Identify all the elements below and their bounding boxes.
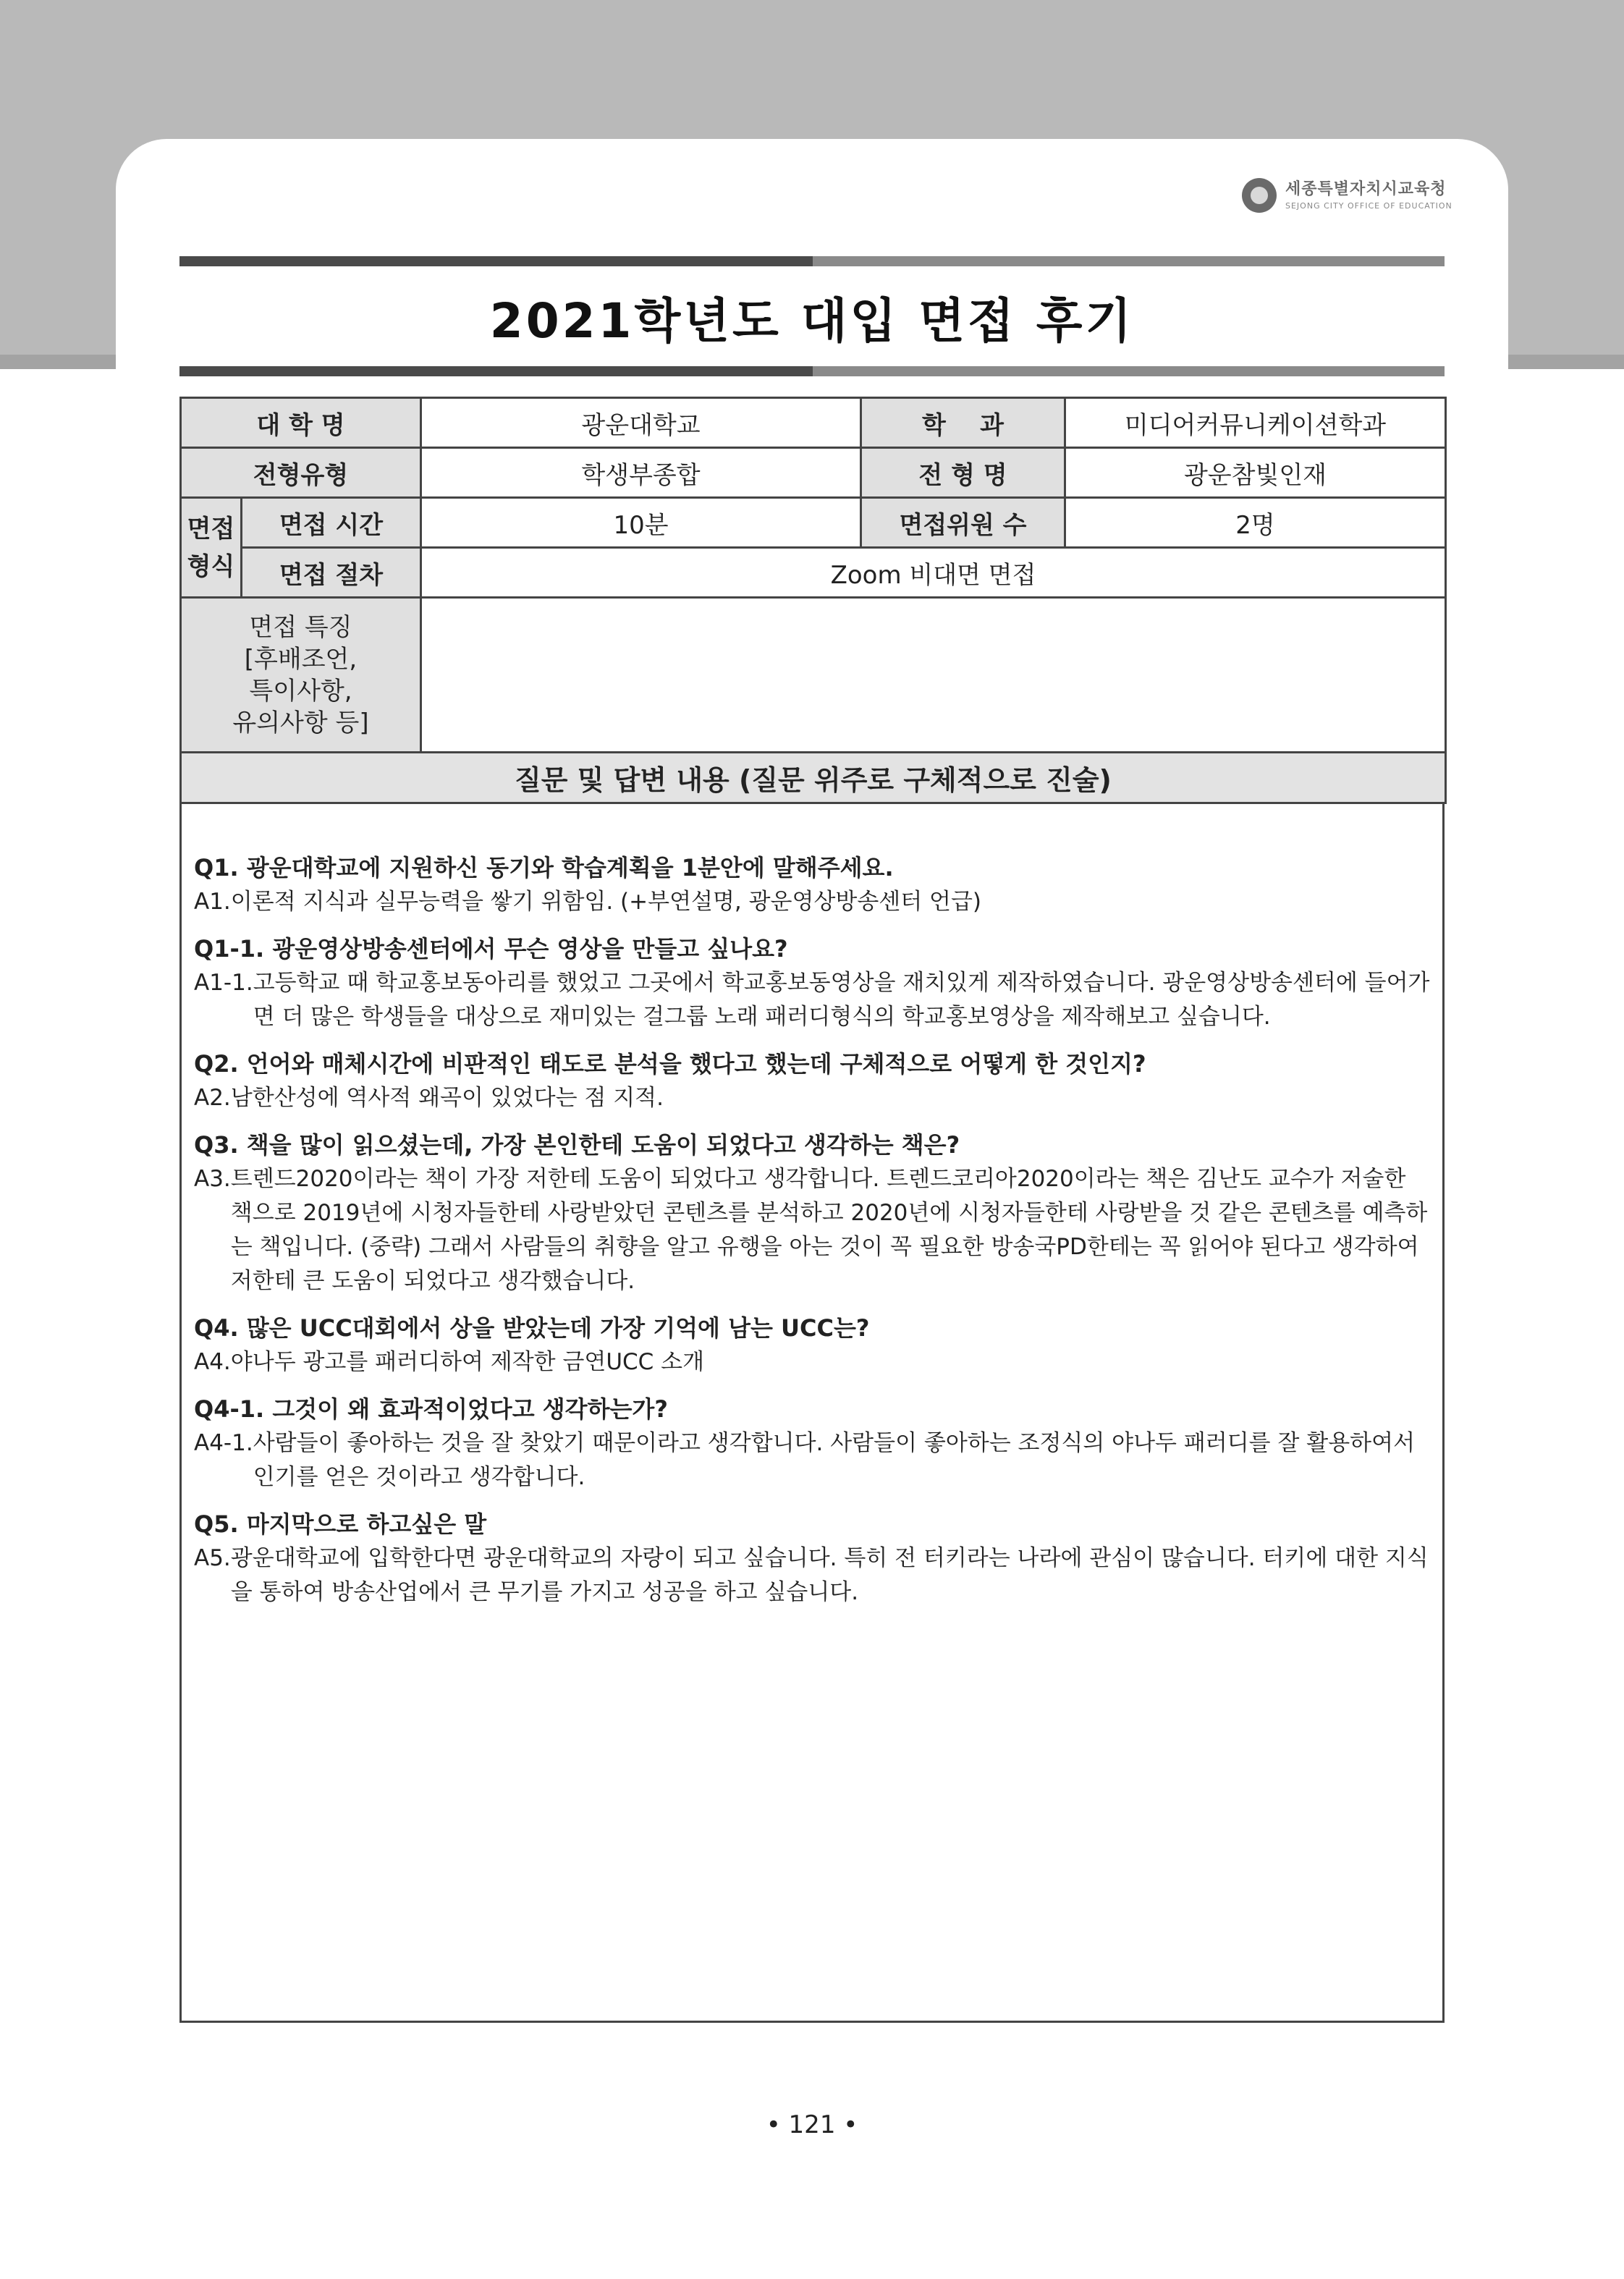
university-label: 대 학 명 — [181, 398, 421, 448]
answer-4 — [194, 1345, 1433, 1379]
time-value: 10분 — [421, 498, 861, 548]
logo-subtitle: SEJONG CITY OFFICE OF EDUCATION — [1285, 201, 1452, 211]
answer-text: 트렌드2020이라는 책이 가장 저한테 도움이 되었다고 생각합니다. 트렌드코리아2020이라는 책은 김난도 교수가 저술한 책으로 2019년에 시청자들한테 사랑받았던 콘텐츠를 분석하고 2020년에 시청자들한테 사랑받을 것 같은 콘텐츠를 예측하는 책입니다. (중략) 그래서 사람들의 취향을 알고 유행을 아는 것이 꼭 필요한 방송국PD한테는 꼭 읽어야 된다고 생각하여 저한테 큰 도움이 되었다고 생각했습니다. — [230, 1166, 1428, 1294]
features-label: 면접 특징 [후배조언, 특이사항, 유의사항 등] — [181, 598, 421, 753]
page-title: 2021학년도 대입 면접 후기 — [489, 293, 1135, 349]
answer-tag: A3. — [194, 1166, 231, 1192]
procedure-value: Zoom 비대면 면접 — [421, 548, 1446, 598]
logo-name: 세종특별자치시교육청 — [1285, 180, 1447, 198]
question-1-1: Q1-1. 광운영상방송센터에서 무슨 영상을 만들고 싶나요? — [194, 935, 788, 963]
emblem-icon — [1242, 178, 1277, 213]
qa-list — [194, 851, 1433, 1610]
interviewers-value: 2명 — [1065, 498, 1446, 548]
dept-label: 학 과 — [861, 398, 1065, 448]
admission-value: 광운참빛인재 — [1065, 448, 1446, 498]
question-1: Q1. 광운대학교에 지원하신 동기와 학습계획을 1분안에 말해주세요. — [194, 854, 894, 881]
question-2: Q2. 언어와 매체시간에 비판적인 태도로 분석을 했다고 했는데 구체적으로 어떻게 한 것인지? — [194, 1050, 1146, 1078]
time-label: 면접 시간 — [242, 498, 421, 548]
interviewers-label: 면접위원 수 — [861, 498, 1065, 548]
title-rule-top — [179, 256, 1445, 266]
answer-5 — [194, 1542, 1433, 1610]
answer-text: 이론적 지식과 실무능력을 쌓기 위함임. (+부연설명, 광운영상방송센터 언급) — [230, 889, 982, 915]
answer-text: 남한산성에 역사적 왜곡이 있었다는 점 지적. — [230, 1085, 664, 1111]
qa-section-header: 질문 및 답변 내용 (질문 위주로 구체적으로 진술) — [181, 753, 1446, 803]
procedure-label: 면접 절차 — [242, 548, 421, 598]
university-value: 광운대학교 — [421, 398, 861, 448]
answer-text: 고등학교 때 학교홍보동아리를 했었고 그곳에서 학교홍보동영상을 재치있게 제작하였습니다. 광운영상방송센터에 들어가면 더 많은 학생들을 대상으로 재미있는 걸그룹 노래 패러디형식의 학교홍보영상을 제작해보고 싶습니다. — [253, 970, 1430, 1030]
answer-3 — [194, 1162, 1433, 1298]
type-label: 전형유형 — [181, 448, 421, 498]
interview-info-table — [179, 397, 1447, 804]
question-3: Q3. 책을 많이 읽으셨는데, 가장 본인한테 도움이 되었다고 생각하는 책은? — [194, 1131, 960, 1159]
type-value: 학생부종합 — [421, 448, 861, 498]
answer-1-1 — [194, 966, 1433, 1034]
answer-tag: A2. — [194, 1085, 231, 1111]
answer-text: 야나두 광고를 패러디하여 제작한 금연UCC 소개 — [230, 1349, 705, 1375]
question-5: Q5. 마지막으로 하고싶은 말 — [194, 1510, 487, 1538]
answer-text: 사람들이 좋아하는 것을 잘 찾았기 때문이라고 생각합니다. 사람들이 좋아하는 조정식의 야나두 패러디를 잘 활용하여서 인기를 얻은 것이라고 생각합니다. — [253, 1430, 1416, 1490]
answer-2 — [194, 1081, 1433, 1115]
question-4-1: Q4-1. 그것이 왜 효과적이었다고 생각하는가? — [194, 1395, 668, 1423]
title-rule-bottom — [179, 366, 1445, 376]
page-number: • 121 • — [766, 2110, 858, 2139]
answer-4-1 — [194, 1426, 1433, 1494]
features-value — [421, 598, 1446, 753]
answer-tag: A4-1. — [194, 1430, 253, 1456]
answer-tag: A4. — [194, 1349, 231, 1375]
answer-tag: A1-1. — [194, 970, 253, 996]
dept-value: 미디어커뮤니케이션학과 — [1065, 398, 1446, 448]
answer-text: 광운대학교에 입학한다면 광운대학교의 자랑이 되고 싶습니다. 특히 전 터키라는 나라에 관심이 많습니다. 터키에 대한 지식을 통하여 방송산업에서 큰 무기를 가지고 성공을 하고 싶습니다. — [230, 1545, 1429, 1605]
answer-tag: A5. — [194, 1545, 231, 1571]
admission-label: 전 형 명 — [861, 448, 1065, 498]
question-4: Q4. 많은 UCC대회에서 상을 받았는데 가장 기억에 남는 UCC는? — [194, 1314, 870, 1342]
format-label: 면접 형식 — [181, 498, 242, 598]
answer-tag: A1. — [194, 889, 231, 915]
answer-1 — [194, 885, 1433, 919]
office-logo — [1242, 177, 1466, 220]
